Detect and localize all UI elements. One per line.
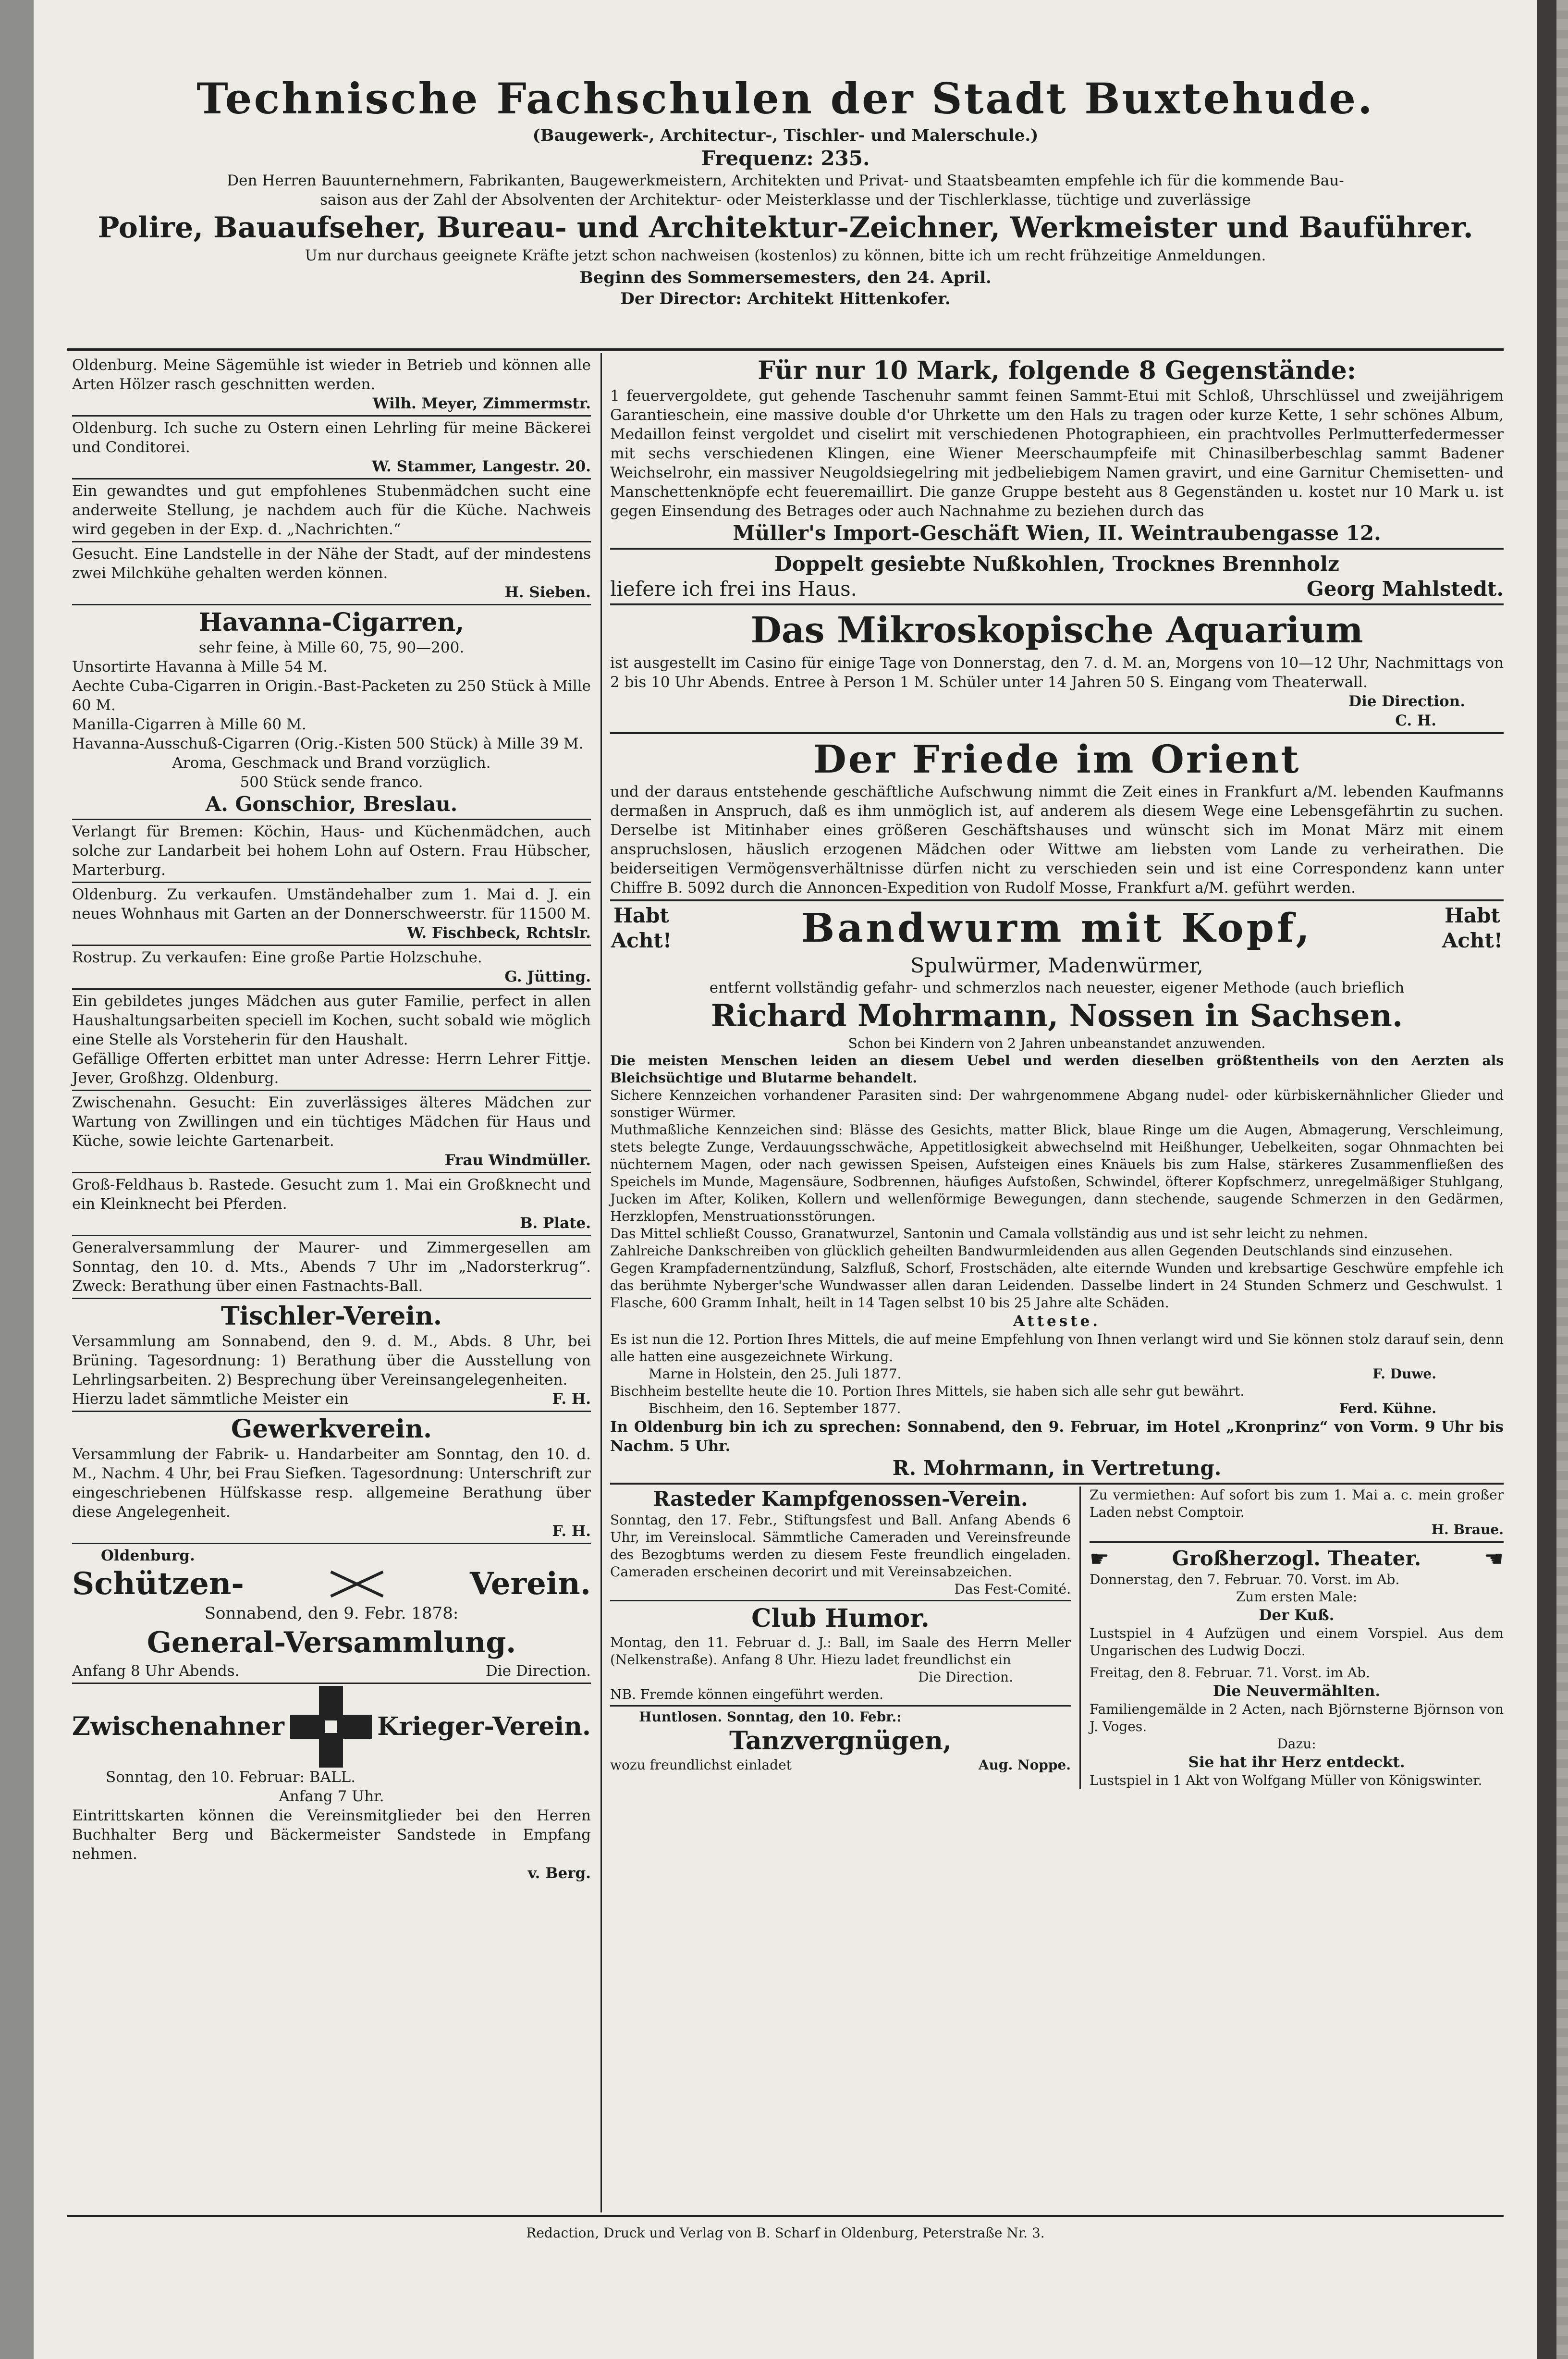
right-column	[610, 356, 1504, 1789]
ad-junges-maedchen: Ein gebildetes junges Mädchen aus guter Familie, perfect in allen Haushaltungsarbeiten speciell im Kochen, sucht sobald wie möglich eine Stelle als Vorsteherin für den Haushalt. Gefällige Offerten erbittet man unter Adresse: Herrn Lehrer Fittje. Jever, Großhzg. Oldenburg.	[72, 993, 591, 1087]
column-divider	[600, 353, 602, 2212]
ad-tischler-verein: Tischler-Verein. Versammlung am Sonnabend, den 9. d. M., Abds. 8 Uhr, bei Brüning. Tagesordnung: 1) Berathung über die Ausstellung von Lehrlingsarbeiten. 2) Besprechung über Vereinsangelegenheiten. Hierzu ladet sämmtliche Meister ein F. H.	[72, 1302, 591, 1408]
iron-cross-icon	[290, 1686, 372, 1768]
ad-generalversammlung-maurer: Generalversammlung der Maurer- und Zimmergesellen am Sonntag, den 10. d. Mts., Abends 7 Uhr im „Nadorsterkrug“. Zweck: Berathung über einen Fastnachts-Ball.	[72, 1239, 591, 1295]
ad-saegemuehle: Oldenburg. Meine Sägemühle ist wieder in Betrieb und können alle Arten Hölzer rasch geschnitten werden. Wilh. Meyer, Zimmermstr.	[72, 356, 591, 412]
ad-gewerkverein: Gewerkverein. Versammlung der Fabrik- u. Handarbeiter am Sonntag, den 10. d. M., Nachm. 4 Uhr, bei Frau Siefken. Tagesordnung: Unterschrift zur eingeschriebenen Hülfskasse resp. allgemeine Berathung über diese Angelegenheit. F. H.	[72, 1414, 591, 1540]
left-column	[72, 356, 591, 1883]
ad-bandwurm: Habt Acht! Bandwurm mit Kopf, Habt Acht! Spulwürmer, Madenwürmer, entfernt vollständig gefahr- und schmerzlos nach neuester, eigener Methode (auch brieflich Richard Mohrmann, Nossen in Sachsen. Schon bei Kindern von 2 Jahren unbeanstandet anzuwenden. Die meisten Menschen leiden an diesem Uebel und werden dieselben größtentheils von den Aerzten als Bleichsüchtige und Blutarme behandelt. Sichere Kennzeichen vorhandener Parasiten sind: Der wahrgenommene Abgang nudel- oder kürbiskernähnlicher Glieder und sonstiger Würmer. Muthmaßliche Kennzeichen sind: Blässe des Gesichts, matter Blick, blaue Ringe um die Augen, Abmagerung, Verschleimung, stets belegte Zunge, Verdauungsschwäche, Appetitlosigkeit abwechselnd mit Heißhunger, Uebelkeiten, sogar Ohnmachten bei nüchternem Magen, oder nach gewissen Speisen, Aufsteigen eines Knäuels bis zum Halse, stärkeres Zusammenfließen des Speichels im Munde, Magensäure, Sodbrennen, häufiges Aufstoßen, Schwindel, öfterer Kopfschmerz, unregelmäßiger Stuhlgang, Jucken im After, Koliken, Kollern und wellenförmige Bewegungen, dann stechende, saugende Schmerzen in den Gedärmen, Herzklopfen, Menstruationsstörungen. Das Mittel schließt Cousso, Granatwurzel, Santonin und Camala vollständig aus und ist sehr leicht zu nehmen. Zahlreiche Dankschreiben von glücklich geheilten Bandwurmleidenden aus allen Gegenden Deutschlands sind einzusehen. Gegen Krampfadernentzündung, Salzfluß, Schorf, Frostschäden, alte eiternde Wunden und krebsartige Geschwüre empfehle ich das berühmte Nyberger'sche Wundwasser allen daran Leidenden. Dasselbe lindert in 24 Stunden Schmerz und Geschwulst. 1 Flasche, 600 Gramm Inhalt, heilt in 14 Tagen selbst 10 bis 25 Jahre alte Schäden. Atteste. Es ist nun die 12. Portion Ihres Mittels, die auf meine Empfehlung von Ihnen verlangt wird und Sie können stolz darauf sein, denn alle hatten eine ausgezeichnete Wirkung. Marne in Holstein, den 25. Juli 1877. F. Duwe. Bischheim bestellte heute die 10. Portion Ihres Mittels, sie haben sich alle sehr gut bewährt. Bischheim, den 16. September 1877. Ferd. Kühne. In Oldenburg bin ich zu sprechen: Sonnabend, den 9. Februar, im Hotel „Kronprinz“ von Vorm. 9 Uhr bis Nachm. 5 Uhr. R. Mohrmann, in Vertretung.	[610, 904, 1504, 1480]
right-sub-right	[1081, 1487, 1504, 1789]
ad-stubenmaedchen: Ein gewandtes und gut empfohlenes Stubenmädchen sucht eine anderweite Stellung, je nachdem auch für die Küche. Nachweis wird gegeben in der Exp. d. „Nachrichten.“	[72, 482, 591, 538]
header-subtitle: (Baugewerk-, Architectur-, Tischler- und Malerschule.)	[532, 126, 1039, 145]
footer-rule	[67, 2215, 1504, 2217]
ad-gross-feldhaus: Groß-Feldhaus b. Rastede. Gesucht zum 1. Mai ein Großknecht und ein Kleinknecht bei Pferden. B. Plate.	[72, 1176, 591, 1232]
ad-zwischenahn: Zwischenahn. Gesucht: Ein zuverlässiges älteres Mädchen zur Wartung von Zwillingen und ein tüchtiges Mädchen für Haus und Küche, sowie leichte Gartenarbeit. Frau Windmüller.	[72, 1094, 591, 1169]
ad-landstelle: Gesucht. Eine Landstelle in der Nähe der Stadt, auf der mindestens zwei Milchkühe gehalten werden können. H. Sieben.	[72, 545, 591, 601]
ad-theater: ☛ Großherzogl. Theater. ☚ Donnerstag, den 7. Februar. 70. Vorst. im Ab. Zum ersten Male: Der Kuß. Lustspiel in 4 Aufzügen und einem Vorspiel. Aus dem Ungarischen des Ludwig Doczi. Freitag, den 8. Februar. 71. Vorst. im Ab. Die Neuvermählten. Familiengemälde in 2 Acten, nach Björnsterne Björnson von J. Voges. Dazu: Sie hat ihr Herz entdeckt. Lustspiel in 1 Akt von Wolfgang Müller von Königswinter.	[1090, 1546, 1504, 1788]
pointing-hand-right-icon: ☛	[1090, 1546, 1110, 1572]
ad-verlangt-bremen: Verlangt für Bremen: Köchin, Haus- und Küchenmädchen, auch solche zur Landarbeit bei hohem Lohn auf Ostern. Frau Hübscher, Marterburg.	[72, 823, 591, 879]
header-professions: Polire, Bauaufseher, Bureau- und Architektur-Zeichner, Werkmeister und Bauführer.	[98, 211, 1473, 245]
header-title: Technische Fachschulen der Stadt Buxtehude.	[196, 74, 1374, 123]
crossed-rifles-icon	[328, 1567, 386, 1601]
header-rule	[67, 348, 1504, 351]
adjacent-page-fragment	[1556, 0, 1568, 2359]
newspaper-page	[34, 0, 1537, 2359]
ad-friede-im-orient: Der Friede im Orient und der daraus entstehende geschäftliche Aufschwung nimmt die Zeit eines in Frankfurt a/M. lebenden Kaufmanns dermaßen in Anspruch, daß es ihm unmöglich ist, auf anderem als diesem Wege eine Lebensgefährtin zu suchen. Derselbe ist Mitinhaber eines größeren Geschäftshauses und wünscht sich im Monat März mit einem anspruchslosen, häuslich erzogenen Mädchen oder Wittwe am liebsten vom Lande zu verheirathen. Die beiderseitigen Vermögensverhältnisse dürfen nicht zu verschieden sein und ist eine Correspondenz kann unter Chiffre B. 5092 durch die Annoncen-Expedition von Rudolf Mosse, Frankfurt a/M. geführt werden.	[610, 737, 1504, 897]
ad-schuetzen-verein: Oldenburg. Schützen- Verein. Sonnabend, den 9. Febr. 1878: General-Versammlung. Anfang 8 Uhr Abends. Die Direction.	[72, 1547, 591, 1680]
header-line1: Den Herren Bauunternehmern, Fabrikanten, Baugewerkmeistern, Architekten und Privat- und Staatsbeamten empfehle ich für die kommende Bau-	[227, 172, 1344, 189]
ad-huntlosen-tanz: Huntlosen. Sonntag, den 10. Febr.: Tanzvergnügen, wozu freundlichst einladet Aug. Noppe.	[610, 1709, 1071, 1773]
header-ad	[67, 72, 1504, 309]
ad-havanna-cigarren: Havanna-Cigarren, sehr feine, à Mille 60, 75, 90—200. Unsortirte Havanna à Mille 54 M. Aechte Cuba-Cigarren in Origin.-Bast-Packeten zu 250 Stück à Mille 60 M. Manilla-Cigarren à Mille 60 M. Havanna-Ausschuß-Cigarren (Orig.-Kisten 500 Stück) à Mille 39 M. Aroma, Geschmack und Brand vorzüglich. 500 Stück sende franco. A. Gonschior, Breslau.	[72, 608, 591, 816]
ad-club-humor: Club Humor. Montag, den 11. Februar d. J.: Ball, im Saale des Herrn Meller (Nelkenstraße). Anfang 8 Uhr. Hiezu ladet freundlichst ein Die Direction. NB. Fremde können eingeführt werden.	[610, 1604, 1071, 1702]
ad-zu-vermiethen: Zu vermiethen: Auf sofort bis zum 1. Mai a. c. mein großer Laden nebst Comptoir. H. Braue.	[1090, 1487, 1504, 1537]
ad-10-mark: Für nur 10 Mark, folgende 8 Gegenstände: 1 feuervergoldete, gut gehende Taschenuhr sammt feinen Sammt-Etui mit Schloß, Uhrschlüssel und zweijährigem Garantieschein, eine massive double d'or Uhrkette um den Hals zu tragen oder kurze Kette, 1 sehr schönes Album, Medaillon feinst vergoldet und ciselirt mit verschiedenen Photographieen, ein prachtvolles Perlmutterfedermesser mit sechs verschiedenen Klingen, eine Wiener Meerschaumpfeife mit Chinasilberbeschlag sammt Badener Weichselrohr, ein massiver Neugoldsiegelring mit jedbeliebigem Namen gravirt, und eine Garnitur Chemisetten- und Manschettenknöpfe echt feueremaillirt. Die ganze Gruppe besteht aus 8 Gegenständen u. kostet nur 10 Mark u. ist gegen Einsendung des Betrages oder auch Nachnahme zu beziehen durch das Müller's Import-Geschäft Wien, II. Weintraubengasse 12.	[610, 356, 1504, 545]
ad-mikroskopisches-aquarium: Das Mikroskopische Aquarium ist ausgestellt im Casino für einige Tage von Donnerstag, den 7. d. M. an, Morgens von 10—12 Uhr, Nachmittags von 2 bis 10 Uhr Abends. Entree à Person 1 M. Schüler unter 14 Jahren 50 S. Eingang vom Theaterwall. Die Direction. C. H.	[610, 610, 1504, 729]
header-frequency: Frequenz: 235.	[701, 147, 870, 170]
header-director: Der Director: Architekt Hittenkofer.	[620, 289, 951, 308]
header-semester: Beginn des Sommersemesters, den 24. April.	[579, 268, 992, 287]
ad-rasteder-kampfgenossen: Rasteder Kampfgenossen-Verein. Sonntag, den 17. Febr., Stiftungsfest und Ball. Anfang Abends 6 Uhr, im Vereinslocal. Sämmtliche Cameraden und Vereinsfreunde des Bezogbtums werden zu diesem Feste freundlich eingeladen. Cameraden erscheinen decorirt und mit Vereinsabzeichen. Das Fest-Comité.	[610, 1487, 1071, 1597]
imprint-footer: Redaction, Druck und Verlag von B. Scharf in Oldenburg, Peterstraße Nr. 3.	[526, 2225, 1045, 2241]
header-line2: saison aus der Zahl der Absolventen der Architektur- oder Meisterklasse und der Tischlerklasse, tüchtige und zuverlässige	[320, 191, 1251, 209]
ad-wohnhaus: Oldenburg. Zu verkaufen. Umständehalber zum 1. Mai d. J. ein neues Wohnhaus mit Garten an der Donnerschweerstr. für 11500 M. W. Fischbeck, Rchtslr.	[72, 886, 591, 942]
ad-nusskohlen: Doppelt gesiebte Nußkohlen, Trocknes Brennholz liefere ich frei ins Haus. Georg Mahlstedt.	[610, 552, 1504, 601]
ad-krieger-verein: Zwischenahner Krieger-Verein. Sonntag, den 10. Februar: BALL. Anfang 7 Uhr. Eintrittskarten können die Vereinsmitglieder bei den Herren Buchhalter Berg und Bäckermeister Sandstede in Empfang nehmen. v. Berg.	[72, 1686, 591, 1883]
ad-holzschuhe: Rostrup. Zu verkaufen: Eine große Partie Holzschuhe. G. Jütting.	[72, 949, 591, 985]
right-sub-left	[610, 1487, 1081, 1789]
ad-lehrling: Oldenburg. Ich suche zu Ostern einen Lehrling für meine Bäckerei und Conditorei. W. Stammer, Langestr. 20.	[72, 419, 591, 475]
header-line3: Um nur durchaus geeignete Kräfte jetzt schon nachweisen (kostenlos) zu können, bitte ich um recht frühzeitige Anmeldungen.	[305, 247, 1266, 264]
pointing-hand-left-icon: ☚	[1483, 1546, 1504, 1572]
